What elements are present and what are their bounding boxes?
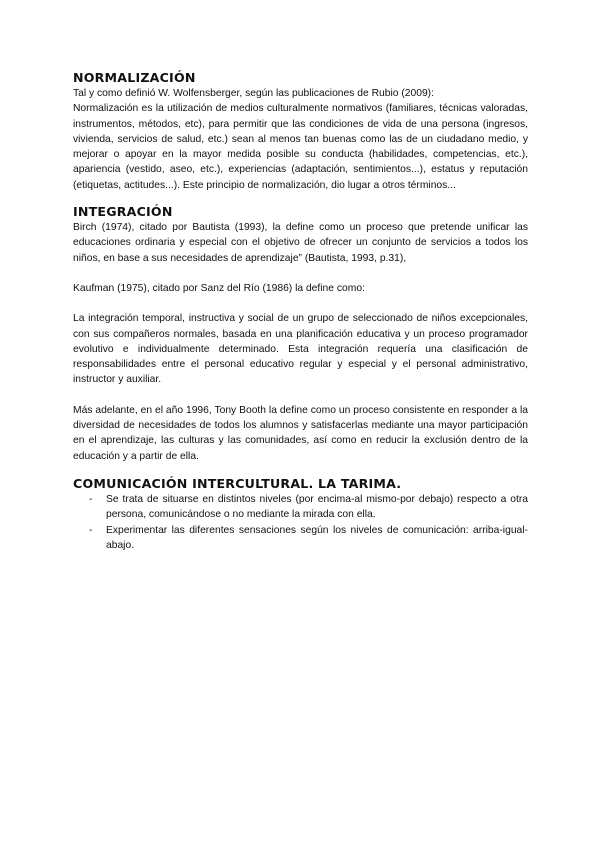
heading-comunicacion: COMUNICACIÓN INTERCULTURAL. LA TARIMA.	[73, 475, 402, 491]
integracion-paragraph-kaufman: Kaufman (1975), citado por Sanz del Río (1986) la define como:	[73, 282, 365, 294]
integracion-paragraph-birch: Birch (1974), citado por Bautista (1993), la define como un proceso que pretende unificar las educaciones ordinaria y especial con el objetivo de ofrecer un conjunto de servicios a todos los niños, en base a sus necesidades de aprendizaje” (Bautista, 1993, p.31),	[73, 222, 528, 264]
section-integracion	[73, 204, 528, 464]
integracion-paragraph-definition: La integración temporal, instructiva y social de un grupo de seleccionado de niños excepcionales, con sus compañeros normales, basada en una planificación educativa y un proceso programador evolutivo e individualmente determinado. Esta integración requería una clasificación de responsabilidades entre el personal educativo regular y especial y el personal administrativo, instructor y auxiliar.	[73, 313, 528, 386]
list-item	[73, 523, 528, 554]
list-item	[73, 492, 528, 523]
comunicacion-list	[73, 492, 528, 553]
integracion-paragraph-booth: Más adelante, en el año 1996, Tony Booth la define como un proceso consistente en responder a la diversidad de necesidades de todos los alumnos y satisfacerlas mediante una mayor participación en el aprendizaje, las culturas y las comunidades, así como en reducir la exclusión dentro de la educación y a partir de ella.	[73, 404, 528, 462]
normalizacion-intro: Tal y como definió W. Wolfensberger, según las publicaciones de Rubio (2009):	[73, 88, 434, 99]
heading-normalizacion: NORMALIZACIÓN	[73, 70, 196, 85]
list-item-text: Experimentar las diferentes sensaciones según los niveles de comunicación: arriba-igual-abajo.	[106, 524, 528, 551]
normalizacion-paragraph: Normalización es la utilización de medios culturalmente normativos (familiares, técnicas valoradas, instrumentos, métodos, etc), para permitir que las condiciones de vida de una persona (ingresos, vivienda, servicios de salud, etc.) sean al menos tan buenas como las de un ciudadano medio, y mejorar o apoyar en la mayor medida posible su conducta (habilidades, competencias, etc.), apariencia (vestido, aseo, etc.), experiencias (adaptación, sentimientos...), estatus y reputación (etiquetas, actitudes...). Este principio de normalización, dio lugar a otros términos...	[73, 103, 528, 191]
list-item-text: Se trata de situarse en distintos niveles (por encima-al mismo-por debajo) respecto a otra persona, comunicándose o no mediante la mirada con ella.	[106, 493, 528, 521]
dash-bullet: -	[89, 524, 93, 536]
heading-integracion: INTEGRACIÓN	[73, 204, 173, 220]
section-normalizacion	[73, 70, 528, 193]
dash-bullet: -	[89, 493, 93, 505]
document-page	[73, 70, 528, 553]
section-comunicacion	[73, 476, 528, 553]
